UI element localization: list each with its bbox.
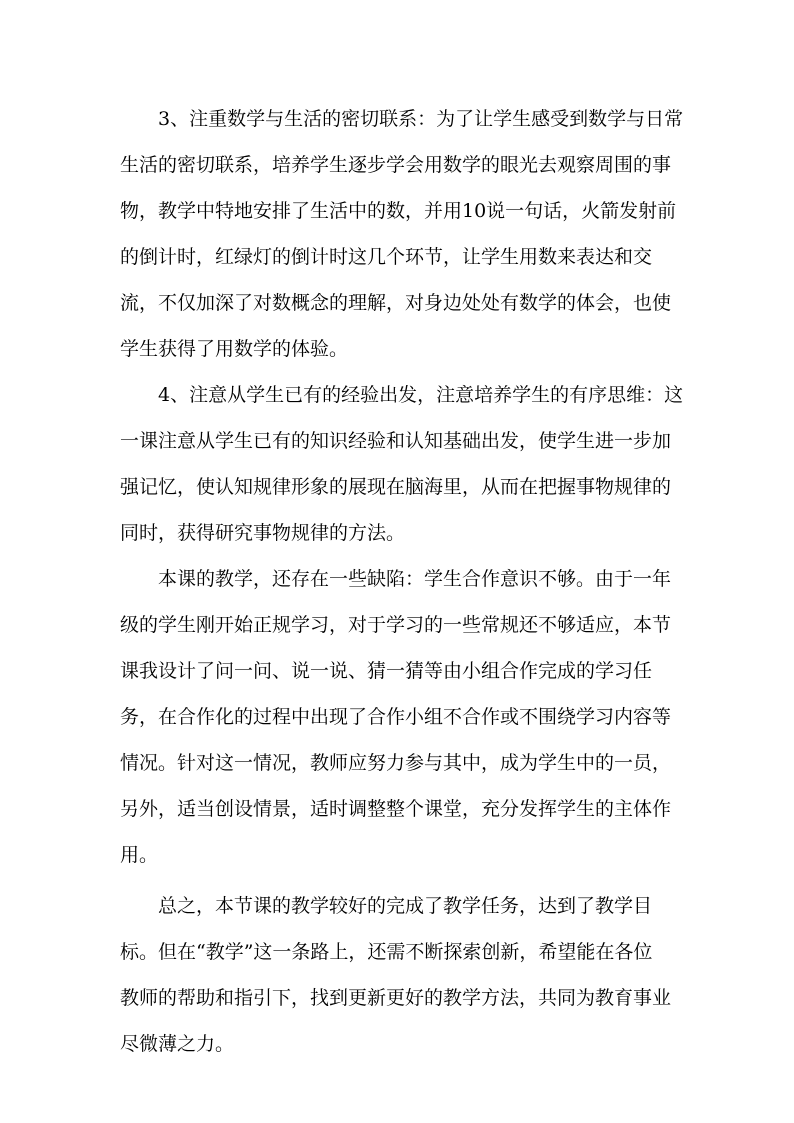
paragraph-line: 的倒计时，红绿灯的倒计时这几个环节，让学生用数来表达和交 bbox=[120, 246, 653, 268]
body-text bbox=[120, 96, 684, 1067]
paragraph-line: 流，不仅加深了对数概念的理解，对身边处处有数学的体会，也使 bbox=[120, 292, 672, 314]
paragraph-line: 3、注重数学与生活的密切联系：为了让学生感受到数学与日常 bbox=[158, 108, 684, 130]
paragraph-line: 课我设计了问一问、说一说、猜一猜等由小组合作完成的学习任 bbox=[120, 660, 653, 682]
paragraph-line: 级的学生刚开始正规学习，对于学习的一些常规还不够适应，本节 bbox=[120, 614, 672, 636]
paragraph-conclusion bbox=[120, 883, 680, 1067]
paragraph-practice-connection bbox=[120, 96, 684, 372]
paragraph-line: 本课的教学，还存在一些缺陷：学生合作意识不够。由于一年 bbox=[158, 568, 672, 590]
paragraph-line: 教师的帮助和指引下，找到更新更好的教学方法，共同为教育事业 bbox=[120, 987, 672, 1009]
paragraph-line: 生活的密切联系，培养学生逐步学会用数学的眼光去观察周围的事 bbox=[120, 154, 672, 176]
paragraph-line: 另外，适当创设情景，适时调整整个课堂，充分发挥学生的主体作 bbox=[120, 798, 672, 820]
paragraph-line: 用。 bbox=[120, 844, 159, 866]
paragraph-line: 总之，本节课的教学较好的完成了教学任务，达到了教学目 bbox=[158, 895, 653, 917]
paragraph-line: 学生获得了用数学的体验。 bbox=[120, 338, 349, 360]
paragraph-line: 务，在合作化的过程中出现了合作小组不合作或不围绕学习内容等 bbox=[120, 706, 672, 728]
paragraph-line: 一课注意从学生已有的知识经验和认知基础出发，使学生进一步加 bbox=[120, 430, 672, 452]
paragraph-line: 同时，获得研究事物规律的方法。 bbox=[120, 522, 406, 544]
paragraph-shortcomings bbox=[120, 556, 680, 878]
paragraph-line: 强记忆，使认知规律形象的展现在脑海里，从而在把握事物规律的 bbox=[120, 476, 672, 498]
paragraph-line: 情况。针对这一情况，教师应努力参与其中，成为学生中的一员， bbox=[120, 752, 672, 774]
paragraph-experience bbox=[120, 372, 684, 556]
paragraph-line: 物，教学中特地安排了生活中的数，并用10说一句话，火箭发射前 bbox=[120, 200, 677, 222]
paragraph-line: 尽微薄之力。 bbox=[120, 1033, 235, 1055]
paragraph-line: 标。但在“教学”这一条路上，还需不断探索创新，希望能在各位 bbox=[120, 941, 653, 963]
paragraph-line: 4、注意从学生已有的经验出发，注意培养学生的有序思维：这 bbox=[158, 384, 684, 406]
